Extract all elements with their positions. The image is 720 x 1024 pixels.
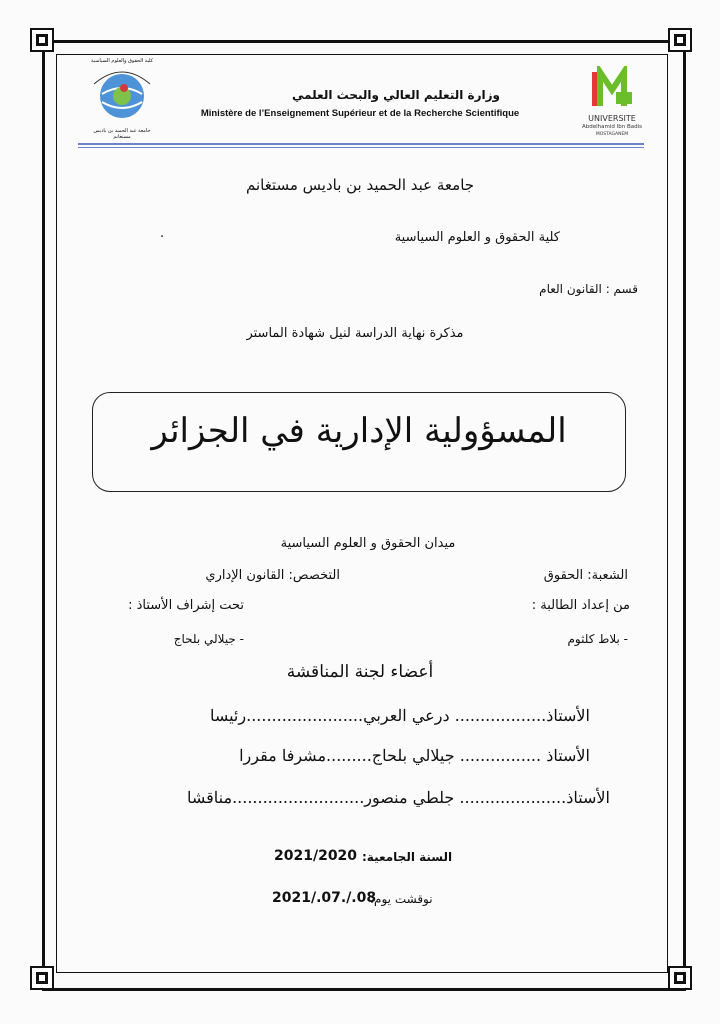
supervisor-name: - جيلالي بلحاج [173,632,244,646]
university-logo-line1: UNIVERSITE [588,114,636,123]
corner-ornament-icon [668,966,692,990]
academic-year-label: السنة الجامعية: [362,850,453,864]
corner-ornament-icon [668,28,692,52]
university-logo-line2: Abdelhamid Ibn Badis [581,124,642,130]
university-logo-line3: MOSTAGANEM [595,132,629,137]
specialty: التخصص: القانون الإداري [205,568,340,583]
department: قسم : القانون العام [539,282,638,296]
committee-member: الأستاذ.................. درعي العربي.......................رئيسا [209,706,590,725]
faculty-dot: . [160,226,165,241]
academic-year-value: 2021/2020 [274,848,358,864]
ministry-arabic: وزارة التعليم العالي والبحث العلمي [291,88,500,102]
faculty-logo-caption-bottom: جامعة عبد الحميد بن باديس مستغانم [93,128,151,140]
header-rule [78,143,644,145]
student-name: - بلاط كلثوم [567,632,628,646]
university-name: جامعة عبد الحميد بن باديس مستغانم [245,176,475,194]
defense-date-value: 2021/.07./.08 [272,890,377,906]
faculty-logo-caption-top: كلية الحقوق والعلوم السياسية [91,58,153,64]
faculty-name: كلية الحقوق و العلوم السياسية [394,230,560,245]
field: ميدان الحقوق و العلوم السياسية [280,536,456,551]
prepared-by-label: من إعداد الطالبة : [531,598,630,613]
corner-ornament-icon [30,28,54,52]
thesis-title: المسؤولية الإدارية في الجزائر [151,411,567,451]
supervisor-label: تحت إشراف الأستاذ : [128,598,244,613]
memo-type: مذكرة نهاية الدراسة لنيل شهادة الماستر [246,326,464,341]
thesis-title-box [92,392,626,492]
committee-member: الأستاذ ................ جيلالي بلحاج.........مشرفا مقررا [239,746,590,765]
header-rule-thin [78,147,644,148]
committee-member: الأستاذ..................... جلطي منصور..........................مناقشا [187,788,610,807]
university-emblem-icon [586,66,638,112]
branch: الشعبة: الحقوق [543,568,628,583]
ministry-french: Ministère de l’Enseignement Supérieur et de la Recherche Scientifique [200,108,520,119]
defense-date-label: نوقشت يوم: [370,892,433,906]
globe-logo-icon [86,64,158,126]
university-logo [576,66,648,146]
committee-title: أعضاء لجنة المناقشة [286,662,434,682]
corner-ornament-icon [30,966,54,990]
faculty-law-logo [86,58,158,142]
